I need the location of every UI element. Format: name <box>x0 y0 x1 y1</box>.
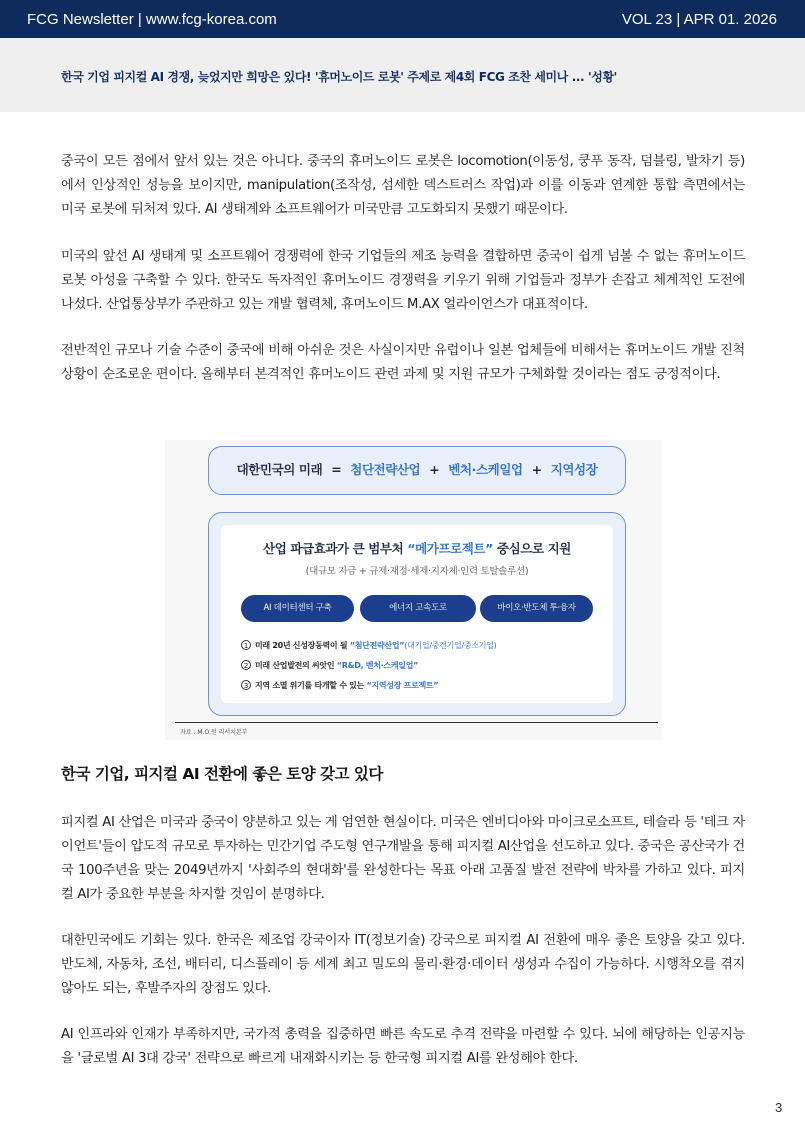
circled-number: 2 <box>241 660 251 670</box>
figure-source: 자료 : M.O.원 리서치본부 <box>180 729 248 736</box>
policy-infographic <box>165 440 662 740</box>
paragraph-5: 대한민국에도 기회는 있다. 한국은 제조업 강국이자 IT(정보기술) 강국으로 피지컬 AI 전환에 매우 좋은 토양을 갖고 있다. 반도체, 자동차, 조선, 배터리, 디스플레이 등 세계 최고 밀도의 물리·환경·데이터 생성과 수집이 가능하다. 시행착오를 겪지 않아도 되는, 후발주자의 장점도 있다. <box>61 933 745 996</box>
card-title <box>221 539 613 557</box>
issue-date-label: VOL 23 | APR 01. 2026 <box>621 11 777 28</box>
item-text: 미래 20년 신성장동력이 될 <box>255 641 350 650</box>
list-item <box>241 640 496 651</box>
list-item <box>241 660 418 671</box>
list-item <box>241 680 438 691</box>
banner-term-strategic-industry: 첨단전략산업 <box>350 462 421 477</box>
item-suffix: (대기업/중견기업/중소기업) <box>404 641 497 650</box>
card-title-pre: 산업 파급효과가 큰 범부처 <box>263 541 408 556</box>
plus-sign: + <box>429 462 440 477</box>
card-subtitle: (대규모 자금 + 규제·재정·세제·지자체·인력 토탈솔루션) <box>305 566 529 577</box>
mega-project-card <box>221 525 613 703</box>
bio-semiconductor-pill: 바이오·반도체 투·융자 <box>480 595 593 622</box>
paragraph-4: 피지컬 AI 산업은 미국과 중국이 양분하고 있는 게 엄연한 현실이다. 미국은 엔비디아와 마이크로소프트, 테슬라 등 '테크 자이언트'들이 압도적 규모로 투자하는 민간기업 주도형 연구개발을 통해 피지컬 AI산업을 선도하고 있다. 중국은 공산국가 건국 100주년을 맞는 2049년까지 '사회주의 현대화'를 완성한다는 목표 아래 고품질 발전 전략에 박차를 가하고 있다. 피지컬 AI가 중요한 부분을 차지할 것임이 분명하다. <box>61 815 745 902</box>
item-text: 미래 산업발전의 씨앗인 <box>255 661 337 670</box>
card-title-highlight: “메가프로젝트” <box>407 541 493 556</box>
ai-datacenter-pill: AI 데이터센터 구축 <box>241 595 354 622</box>
section-heading: 한국 기업, 피지컬 AI 전환에 좋은 토양 갖고 있다 <box>61 765 383 783</box>
circled-number: 1 <box>241 640 251 650</box>
page-number: 3 <box>775 1100 783 1115</box>
energy-highway-pill: 에너지 고속도로 <box>360 595 476 622</box>
paragraph-1: 중국이 모든 점에서 앞서 있는 것은 아니다. 중국의 휴머노이드 로봇은 locomotion(이동성, 쿵푸 동작, 덤블링, 발차기 등)에서 인상적인 성능을 보이지만, manipulation(조작성, 섬세한 덱스트러스 작업)과 이를 이동과 연계한 통합 측면에서는 미국 로봇에 뒤처져 있다. AI 생태계와 소프트웨어가 미국만큼 고도화되지 못했기 때문이다. <box>61 154 745 217</box>
item-text: 지역 소멸 위기를 타개할 수 있는 <box>255 681 367 690</box>
equals-sign: = <box>331 462 342 477</box>
item-highlight: “지역성장 프로젝트” <box>366 681 439 690</box>
future-equation-banner <box>208 446 626 495</box>
plus-sign: + <box>531 462 542 477</box>
paragraph-2: 미국의 앞선 AI 생태계 및 소프트웨어 경쟁력에 한국 기업들의 제조 능력을 결합하면 중국이 쉽게 넘볼 수 없는 휴머노이드 로봇 아성을 구축할 수 있다. 한국도 독자적인 휴머노이드 경쟁력을 키우기 위해 기업들과 정부가 손잡고 체계적인 도전에 나섰다. 산업통상부가 주관하고 있는 개발 협력체, 휴머노이드 M.AX 얼라이언스가 대표적이다. <box>61 249 745 312</box>
article-headline: 한국 기업 피지컬 AI 경쟁, 늦었지만 희망은 있다! '휴머노이드 로봇' 주제로 제4회 FCG 조찬 세미나 ... '성황' <box>61 70 617 84</box>
banner-term-regional: 지역성장 <box>550 462 598 477</box>
paragraph-6: AI 인프라와 인재가 부족하지만, 국가적 총력을 집중하면 빠른 속도로 추격 전략을 마련할 수 있다. 뇌에 해당하는 인공지능을 '글로벌 AI 3대 강국' 전략으로 빠르게 내재화시키는 등 한국형 피지컬 AI를 완성해야 한다. <box>61 1027 745 1066</box>
headline-band <box>0 38 805 112</box>
newsletter-header-bar <box>0 0 805 38</box>
banner-lead: 대한민국의 미래 <box>236 462 323 477</box>
item-highlight: “R&D, 벤처·스케일업” <box>336 661 419 670</box>
mega-project-frame <box>208 512 626 716</box>
banner-term-venture: 벤처·스케일업 <box>448 462 523 477</box>
newsletter-site-label: FCG Newsletter | www.fcg-korea.com <box>27 11 277 28</box>
card-title-post: 중심으로 지원 <box>492 541 571 556</box>
source-divider <box>175 722 658 723</box>
paragraph-3: 전반적인 규모나 기술 수준이 중국에 비해 아쉬운 것은 사실이지만 유럽이나 일본 업체들에 비해서는 휴머노이드 개발 진척 상황이 순조로운 편이다. 올해부터 본격적인 휴머노이드 관련 과제 및 지원 규모가 구체화할 것이라는 점도 긍정적이다. <box>61 343 745 382</box>
circled-number: 3 <box>241 680 251 690</box>
item-highlight: “첨단전략산업” <box>349 641 405 650</box>
